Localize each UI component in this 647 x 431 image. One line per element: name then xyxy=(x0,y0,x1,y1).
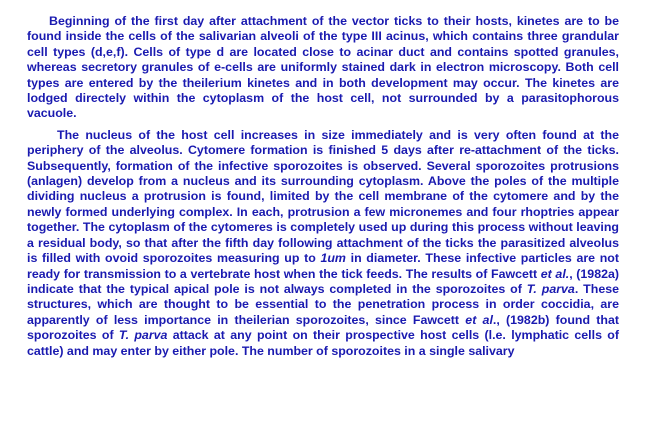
text-segment: attack at any point on their prospective host cells (l.e. lymphatic cells of cattle) and may enter by either pole. The number of sporozoites in a single salivary xyxy=(27,328,619,358)
italic-text-segment: T. parva xyxy=(118,328,168,343)
paragraph-1 xyxy=(27,14,619,122)
paragraph-2 xyxy=(27,128,619,359)
body-text xyxy=(27,14,619,359)
italic-text-segment: 1um xyxy=(320,251,346,266)
italic-text-segment: et al xyxy=(465,312,493,327)
text-segment: in diameter. These infective particles are not ready for transmission to a vertebrate host when the tick feeds. The results of Fawcett xyxy=(27,251,619,281)
text-segment: , (1982a) indicate that the typical apical pole is not always completed in the sporozoites of xyxy=(27,266,620,296)
text-segment: . These structures, which are thought to be essential to the penetration process in order coccidia, are apparently of less importance in theilerian sporozoites, since Fawcett xyxy=(27,281,619,327)
text-segment: Beginning of the first day after attachment of the vector ticks to their hosts, kinetes are to be found inside the cells of the salivarian alveoli of the type III acinus, which contains three grandular cell types (d,e,f). Cells of type d are located close to acinar duct and contains spotted granules, whereas secretory granules of e-cells are uniformly stained dark in electron microscopy. Both cell types are entered by the theilerium kinetes and in both development may occur. The kinetes are lodged directely within the cytoplasm of the host cell, not surrounded by a parasitophorous vacuole. xyxy=(27,14,619,121)
text-segment: The nucleus of the host cell increases in size immediately and is very often found at the periphery of the alveolus. Cytomere formation is finished 5 days after re-attachment of the ticks. Subsequently, formation of the infective sporozoites is observed. Several sporozoites protrusions (anlagen) develop from a nucleus and its surrounding cytoplasm. Above the poles of the multiple dividing nucleus a protrusion is found, limited by the cell membrane of the cytomere and by the newly formed underlying complex. In each, protrusion a few micronemes and four rhoptries appear together. The cytoplasm of the cytomeres is completely used up during this process without leaving a residual body, so that after the fifth day following attachment of the ticks the parasitized alveolus is filled with ovoid sporozoites measuring up to xyxy=(27,127,619,266)
text-segment: ., (1982b) found that sporozoites of xyxy=(27,312,619,343)
italic-text-segment: T. parva xyxy=(526,281,575,296)
italic-text-segment: et al. xyxy=(540,266,570,281)
